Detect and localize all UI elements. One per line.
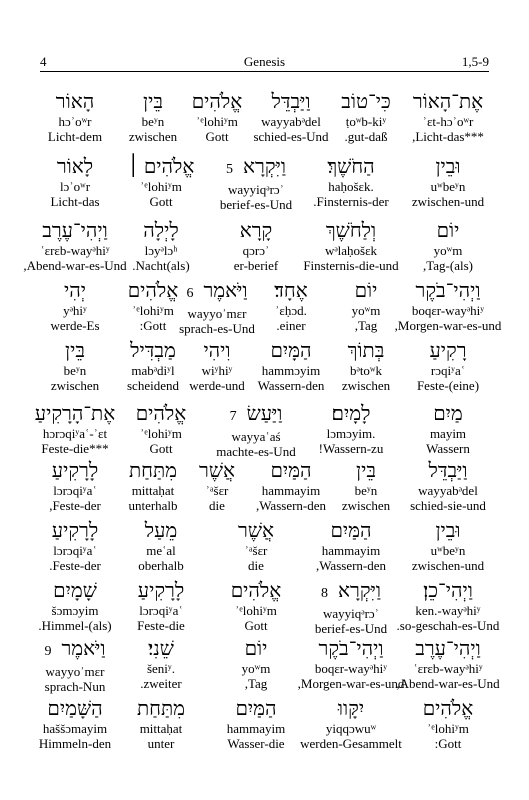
transliteration: yoʷm — [241, 661, 271, 676]
german-gloss: berief-es-Und — [314, 621, 388, 636]
transliteration: ʾᵉlohiʸm — [235, 603, 277, 618]
hebrew-text: הַמַּיִם — [330, 520, 372, 542]
transliteration: bᵊtoʷk — [349, 363, 382, 378]
hebrew-word — [15, 339, 135, 363]
hebrew-text: לָיְלָה — [143, 220, 179, 242]
transliteration: ʾɛḥɔd. — [275, 303, 307, 318]
transliteration: ṭoʷb-kiʸ — [345, 114, 387, 129]
german-gloss: :Gott — [139, 318, 167, 333]
german-gloss: ,Licht-das*** — [412, 129, 484, 144]
interlinear-word — [15, 402, 135, 457]
hebrew-text: וַיְהִי־בֹקֶר — [318, 638, 384, 660]
transliteration: ʾᵉlohiʸm — [427, 721, 469, 736]
hebrew-text: לָרָקִיעַ — [137, 580, 185, 602]
german-gloss: Feste-die — [137, 618, 185, 633]
hebrew-text: וּבֵין — [435, 156, 461, 178]
transliteration: lɔyᵊlɔʰ — [144, 243, 178, 258]
hebrew-text: לָרָקִיעַ — [51, 520, 99, 542]
german-gloss: ,Wassern-den — [315, 558, 387, 573]
hebrew-word — [15, 579, 135, 603]
german-gloss: er-berief — [233, 258, 279, 273]
verse-number: 6 — [186, 286, 194, 301]
interlinear-word — [15, 90, 135, 145]
hebrew-text: אֶחָד׃ — [274, 280, 308, 302]
header-rule — [40, 71, 489, 72]
transliteration: haššɔmayim — [42, 721, 108, 736]
hebrew-text: וַיַּבְדֵּל — [428, 460, 468, 482]
transliteration: wayyabᵊdel — [261, 114, 321, 129]
german-gloss: ,Wassern-den — [255, 498, 327, 513]
hebrew-text: בֵּין — [356, 460, 376, 482]
hebrew-text: לָאוֹר — [56, 156, 94, 178]
german-gloss: machte-es-Und — [216, 444, 296, 459]
german-gloss: zwischen-und — [411, 194, 485, 209]
german-gloss: die — [209, 498, 225, 513]
transliteration: yᵊhiʸ — [63, 303, 87, 318]
german-gloss: Gott — [149, 441, 173, 456]
hebrew-text: רָקִיעַ — [429, 340, 467, 362]
transliteration: lɔrɔqiʸaʿ — [53, 483, 97, 498]
text-line — [40, 637, 500, 695]
hebrew-text: וַיְהִי־בֹקֶר — [415, 280, 481, 302]
transliteration: šeniʸ. — [146, 661, 176, 676]
interlinear-word — [15, 219, 135, 274]
german-gloss: Gott — [205, 129, 229, 144]
transliteration: ʾᵃšɛr — [244, 543, 268, 558]
text-line — [40, 279, 502, 337]
hebrew-word — [15, 697, 135, 721]
hebrew-word — [15, 155, 135, 179]
german-gloss: sprach-Nun — [44, 679, 106, 694]
running-header — [40, 54, 489, 70]
hebrew-text: הַמַּיִם — [270, 460, 312, 482]
german-gloss: .gut-daß — [344, 129, 388, 144]
hebrew-text: בְּתוֹךְ — [347, 340, 385, 362]
interlinear-word — [15, 579, 135, 634]
transliteration: beʸn — [141, 114, 165, 129]
german-gloss: schied-es-Und — [253, 129, 329, 144]
transliteration: wayyaʿaś — [231, 429, 281, 444]
transliteration: hammayim — [226, 721, 286, 736]
german-gloss: .Nacht(als) — [132, 258, 190, 273]
interlinear-word — [15, 637, 135, 695]
german-gloss: Licht-das — [50, 194, 100, 209]
german-gloss: zwischen — [50, 378, 100, 393]
german-gloss: Gott — [244, 618, 268, 633]
transliteration: beʸn — [354, 483, 378, 498]
transliteration: lɔmɔyim. — [326, 426, 376, 441]
hebrew-text: אֲשֶׁר — [238, 520, 274, 542]
hebrew-text: קָרָא — [239, 220, 273, 242]
german-gloss: die — [248, 558, 264, 573]
german-gloss: ,Feste-der — [49, 498, 101, 513]
transliteration: hammayim — [321, 543, 381, 558]
german-gloss: berief-es-Und — [219, 197, 293, 212]
transliteration: yoʷm — [433, 243, 463, 258]
transliteration: ʾᵉlohiʸm — [140, 179, 182, 194]
german-gloss: .zweiter — [140, 676, 182, 691]
transliteration: wayyoʾmɛr — [187, 306, 247, 321]
hebrew-text: בֵּין — [143, 91, 163, 113]
transliteration: ken.-wayᵊhiʸ — [415, 603, 481, 618]
german-gloss: Finsternis-die-und — [303, 258, 399, 273]
hebrew-text: וְלַחֹשֶׁךְ — [325, 220, 377, 242]
text-line — [38, 579, 500, 637]
hebrew-text: וִיהִי — [203, 340, 231, 362]
interlinear-word — [15, 279, 135, 334]
german-gloss: Wasser-die — [227, 736, 285, 751]
german-gloss: .so-geschah-es-Und — [396, 618, 500, 633]
transliteration: šɔmɔyim — [51, 603, 99, 618]
german-gloss: schied-sie-und — [410, 498, 486, 513]
hebrew-text: אֶת־הָאוֹר — [412, 91, 484, 113]
transliteration: mayim — [429, 426, 467, 441]
german-gloss: unter — [147, 736, 175, 751]
hebrew-text: יוֹם — [244, 638, 268, 660]
hebrew-text: הָאוֹר — [55, 91, 95, 113]
transliteration: wᵊlaḥošɛk — [324, 243, 378, 258]
hebrew-text: לָרָקִיעַ — [51, 460, 99, 482]
text-line — [40, 155, 489, 213]
hebrew-text: וַיִּקְרָא — [243, 156, 286, 178]
transliteration: uʷbeʸn — [430, 179, 466, 194]
german-gloss: werde-Es — [50, 318, 100, 333]
german-gloss: Feste-die*** — [41, 441, 109, 456]
transliteration: yiqqɔwuʷ — [325, 721, 377, 736]
transliteration: beʸn — [63, 363, 87, 378]
german-gloss: Wassern-den — [257, 378, 325, 393]
hebrew-text: שָׁמָיִם — [53, 580, 97, 602]
transliteration: wiʸhiʸ — [201, 363, 233, 378]
german-gloss: .einer — [276, 318, 306, 333]
hebrew-text: מִתַּחַת — [136, 698, 186, 720]
hebrew-text: שֵׁנִי׃ — [148, 638, 174, 660]
german-gloss: Wassern — [426, 441, 470, 456]
hebrew-text: וַיַּעַשׂ — [246, 403, 283, 425]
verse-number: 8 — [321, 586, 329, 601]
german-gloss: werden-Gesammelt — [300, 736, 402, 751]
hebrew-word — [15, 279, 135, 303]
hebrew-text: וַיֹּאמֶר — [61, 638, 106, 660]
interlinear-word — [15, 519, 135, 574]
german-gloss: Gott — [149, 194, 173, 209]
hebrew-text: אֱלֹהִים — [422, 698, 474, 720]
transliteration: meʿal — [146, 543, 176, 558]
verse-number: 7 — [229, 409, 237, 424]
hebrew-text: אֱלֹהִים — [135, 403, 187, 425]
transliteration: ʿɛrɛb-wayᵊhiʸ — [40, 243, 110, 258]
german-gloss: unterhalb — [128, 498, 178, 513]
hebrew-text: אֱלֹהִים — [191, 91, 243, 113]
german-gloss: ,Abend-war-es-Und — [396, 676, 500, 691]
text-line — [40, 519, 489, 577]
interlinear-word — [15, 459, 135, 514]
german-gloss: zwischen — [128, 129, 178, 144]
german-gloss: zwischen — [341, 498, 391, 513]
hebrew-text: וּבֵין — [435, 520, 461, 542]
verse-number: 5 — [226, 162, 234, 177]
german-gloss: Licht-dem — [47, 129, 103, 144]
german-gloss: !Wassern-zu — [318, 441, 384, 456]
german-gloss: werde-und — [189, 378, 245, 393]
interlinear-word — [15, 339, 135, 394]
hebrew-text: בֵּין — [65, 340, 85, 362]
hebrew-text: וַיִּקְרָא — [338, 580, 381, 602]
transliteration: hammayim — [261, 483, 321, 498]
hebrew-text: לָמָיִם׃ — [331, 403, 371, 425]
hebrew-text: מַיִם — [433, 403, 463, 425]
hebrew-word — [15, 519, 135, 543]
hebrew-text: אֱלֹהִים — [230, 580, 282, 602]
german-gloss: ,Tag — [244, 676, 268, 691]
transliteration: haḥošɛk. — [328, 179, 374, 194]
hebrew-word — [15, 90, 135, 114]
hebrew-text: אֱלֹהִים ׀ — [127, 156, 195, 178]
transliteration: wayyiqᵊrɔʾ — [322, 606, 380, 621]
hebrew-text: יוֹם — [354, 280, 378, 302]
transliteration: qɔrɔʾ — [242, 243, 270, 258]
hebrew-text: וַיְהִי־עֶרֶב — [42, 220, 108, 242]
transliteration: ʿɛrɛb-wayᵊhiʸ — [413, 661, 483, 676]
chapter-verse-reference: 1,5-9 — [461, 54, 489, 69]
text-line — [23, 219, 489, 277]
transliteration: ʾᵃšɛr — [205, 483, 229, 498]
german-gloss: zwischen-und — [411, 558, 485, 573]
german-gloss: :Gott — [434, 736, 462, 751]
german-gloss: oberhalb — [138, 558, 184, 573]
transliteration: lɔʾoʷr — [59, 179, 91, 194]
hebrew-text: מִתַּחַת — [128, 460, 178, 482]
transliteration: ʾᵉlohiʸm — [196, 114, 238, 129]
verse-number: 9 — [44, 644, 52, 659]
transliteration: mittaḥat — [139, 721, 183, 736]
hebrew-text: הַמַּיִם — [235, 698, 277, 720]
hebrew-text: וַיְהִי־כֵן׃ — [423, 580, 473, 602]
german-gloss: ,Tag — [354, 318, 378, 333]
hebrew-text: אֲשֶׁר — [199, 460, 235, 482]
german-gloss: sprach-es-Und — [179, 321, 255, 336]
transliteration: mittaḥat — [131, 483, 175, 498]
hebrew-text: יְהִי — [64, 280, 86, 302]
german-gloss: .Finsternis-der — [313, 194, 389, 209]
transliteration: boqɛr-wayᵊhiʸ — [314, 661, 388, 676]
german-gloss: zwischen — [341, 378, 391, 393]
transliteration: wayyoʾmɛr — [45, 664, 105, 679]
german-gloss: scheidend — [127, 378, 179, 393]
transliteration: ʾᵉlohiʸm — [132, 303, 174, 318]
german-gloss: Feste-(eine) — [416, 378, 480, 393]
transliteration: hɔrɔqiʸaʿ-ʾɛt — [42, 426, 108, 441]
interlinear-word — [15, 155, 135, 210]
german-gloss: ,Morgen-war-es-und — [394, 318, 502, 333]
german-gloss: .Himmel-(als) — [38, 618, 112, 633]
german-gloss: ,Morgen-war-es-und — [297, 676, 405, 691]
transliteration: hammɔyim — [261, 363, 321, 378]
german-gloss: ,Tag-(als) — [423, 258, 473, 273]
german-gloss: Himmeln-den — [38, 736, 112, 751]
transliteration: rɔqiʸaʿ — [430, 363, 466, 378]
page-number: 4 — [40, 54, 47, 69]
hebrew-text: אֱלֹהִים — [127, 280, 179, 302]
hebrew-word — [15, 219, 135, 243]
transliteration: boqɛr-wayᵊhiʸ — [411, 303, 485, 318]
german-gloss: .Feste-der — [49, 558, 101, 573]
hebrew-text: מֵעַל — [144, 520, 178, 542]
transliteration: ʾᵉlohiʸm — [140, 426, 182, 441]
hebrew-text: הַמָּיִם — [270, 340, 312, 362]
hebrew-text: מַבְדִּיל — [130, 340, 176, 362]
transliteration: ʾɛt-hɔʾoʷr — [422, 114, 474, 129]
transliteration: wayyabᵊdel — [418, 483, 478, 498]
transliteration: mabᵊdiʸl — [131, 363, 175, 378]
book-title: Genesis — [243, 54, 286, 69]
transliteration: yoʷm — [351, 303, 381, 318]
hebrew-text: וַיְהִי־עֶרֶב — [415, 638, 481, 660]
transliteration: hɔʾoʷr — [58, 114, 92, 129]
hebrew-text: וַיַּבְדֵּל — [271, 91, 311, 113]
text-line — [40, 90, 489, 148]
hebrew-text: יוֹם — [436, 220, 460, 242]
german-gloss: ,Abend-war-es-Und — [23, 258, 127, 273]
hebrew-text: אֶת־הָרָקִיעַ — [34, 403, 116, 425]
hebrew-word — [15, 459, 135, 483]
transliteration: wayyiqᵊrɔʾ — [227, 182, 285, 197]
hebrew-text: כִּי־טוֹב — [341, 91, 391, 113]
hebrew-text: הַשָּׁמַיִם — [47, 698, 103, 720]
text-line — [34, 402, 489, 460]
interlinear-word — [15, 697, 135, 752]
transliteration: lɔrɔqiʸaʿ — [53, 543, 97, 558]
hebrew-word — [15, 402, 135, 426]
hebrew-text: יִקָּווּ — [337, 698, 365, 720]
transliteration: uʷbeʸn — [430, 543, 466, 558]
transliteration: lɔrɔqiʸaʿ — [139, 603, 183, 618]
hebrew-word — [15, 637, 135, 664]
text-line — [40, 697, 489, 755]
hebrew-text: הַחֹשֶׁךְ׃ — [327, 156, 375, 178]
hebrew-text: וַיֹּאמֶר — [203, 280, 248, 302]
text-line — [40, 459, 489, 517]
text-line — [40, 339, 489, 397]
